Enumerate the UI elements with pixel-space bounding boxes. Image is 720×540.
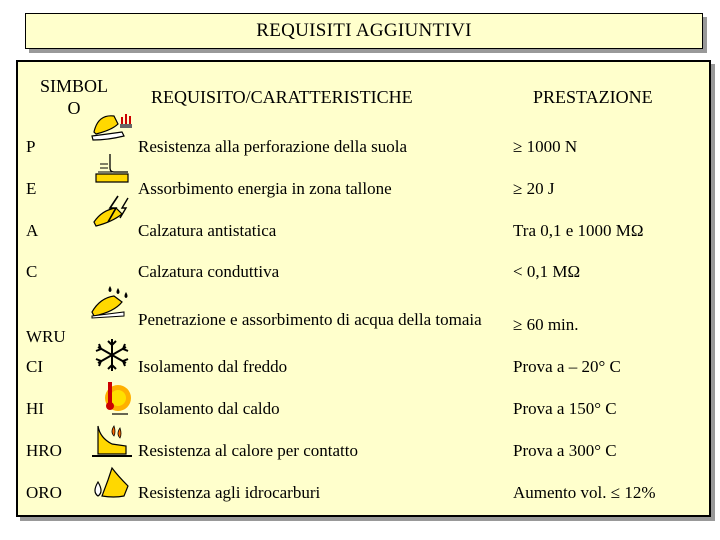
row-requirement: Resistenza alla perforazione della suola [138, 137, 408, 156]
row-symbol: HRO [26, 441, 62, 460]
row-symbol: CI [26, 357, 43, 376]
table-row [18, 472, 709, 514]
header-requirement: REQUISITO/CARATTERISTICHE [151, 86, 413, 107]
row-performance: Prova a – 20° C [513, 357, 621, 376]
header-performance: PRESTAZIONE [533, 86, 653, 107]
row-symbol: WRU [26, 327, 66, 346]
row-requirement: Calzatura conduttiva [138, 262, 280, 281]
table-row [18, 252, 709, 292]
row-requirement: Assorbimento energia in zona tallone [138, 179, 392, 198]
table-row [18, 168, 709, 210]
row-requirement: Resistenza agli idrocarburi [138, 483, 321, 502]
row-performance: Aumento vol. ≤ 12% [513, 483, 656, 502]
row-requirement: Isolamento dal caldo [138, 399, 280, 418]
table-row [18, 346, 709, 388]
row-symbol: P [26, 137, 36, 156]
row-performance: ≥ 20 J [513, 179, 555, 198]
row-requirement: Penetrazione e assorbimento di acqua della tomaia [138, 309, 482, 329]
row-symbol: ORO [26, 483, 62, 502]
table-row [18, 388, 709, 430]
row-performance: Prova a 300° C [513, 441, 617, 460]
table-row [18, 430, 709, 472]
row-symbol: C [26, 262, 38, 281]
row-symbol: E [26, 179, 37, 198]
row-performance: ≥ 60 min. [513, 315, 579, 334]
row-requirement: Resistenza al calore per contatto [138, 441, 358, 460]
requirements-table [16, 60, 711, 517]
row-performance: ≥ 1000 N [513, 137, 578, 156]
table-row [18, 210, 709, 252]
header-symbol: SIMBOL O [39, 76, 108, 118]
row-performance: Prova a 150° C [513, 399, 617, 418]
row-symbol: A [26, 221, 39, 240]
table-row [18, 126, 709, 168]
row-performance: < 0,1 MΩ [513, 262, 581, 281]
page-title: REQUISITI AGGIUNTIVI [25, 13, 703, 49]
row-requirement: Calzatura antistatica [138, 221, 277, 240]
row-requirement: Isolamento dal freddo [138, 357, 288, 376]
table-row [18, 292, 709, 346]
row-performance: Tra 0,1 e 1000 MΩ [513, 221, 644, 240]
row-symbol: HI [26, 399, 44, 418]
